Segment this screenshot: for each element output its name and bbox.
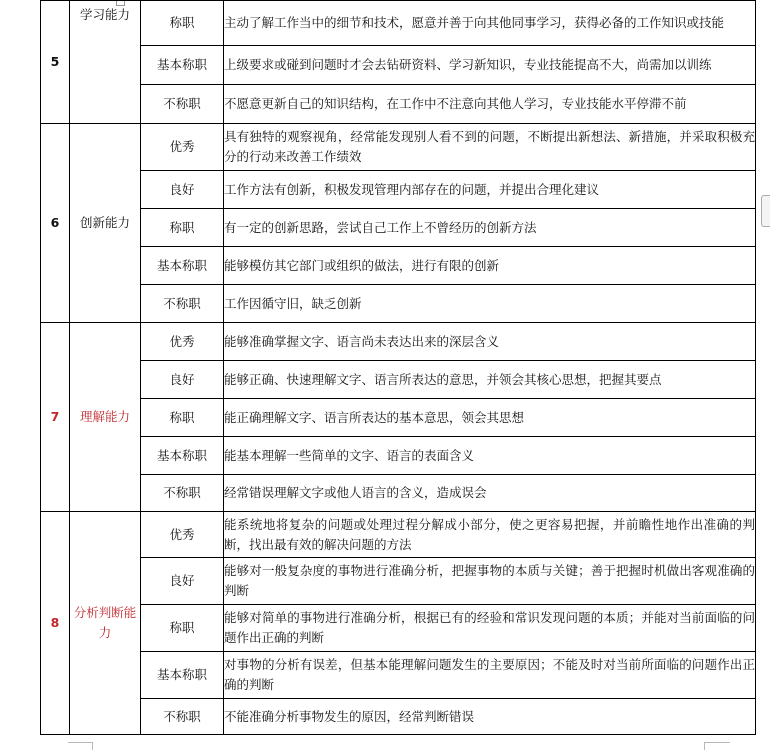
level-description: 主动了解工作当中的细节和技术，愿意并善于向其他同事学习，获得必备的工作知识或技能 xyxy=(224,1,756,46)
level-label: 良好 xyxy=(141,558,224,605)
table-row xyxy=(41,85,756,124)
crop-mark-right-v xyxy=(704,742,705,750)
section-number: 8 xyxy=(41,512,70,735)
side-panel-handle[interactable] xyxy=(761,195,770,227)
table-row xyxy=(41,475,756,512)
level-label: 不称职 xyxy=(141,475,224,512)
table-row xyxy=(41,247,756,285)
section-number: 7 xyxy=(41,323,70,512)
level-label: 不称职 xyxy=(141,85,224,124)
table-row xyxy=(41,323,756,361)
level-label: 称职 xyxy=(141,209,224,247)
table-row xyxy=(41,558,756,605)
table-row xyxy=(41,605,756,652)
level-description: 对事物的分析有误差，但基本能理解问题发生的主要原因；不能及时对当前所面临的问题作出正确的判断 xyxy=(224,652,756,699)
level-description: 能基本理解一些简单的文字、语言的表面含义 xyxy=(224,437,756,475)
level-description: 能够准确掌握文字、语言尚未表达出来的深层含义 xyxy=(224,323,756,361)
level-description: 上级要求或碰到问题时才会去钻研资料、学习新知识，专业技能提高不大，尚需加以训练 xyxy=(224,46,756,85)
level-label: 称职 xyxy=(141,399,224,437)
level-description: 能够对一般复杂度的事物进行准确分析，把握事物的本质与关键；善于把握时机做出客观准确的判断 xyxy=(224,558,756,605)
level-description: 能够模仿其它部门或组织的做法，进行有限的创新 xyxy=(224,247,756,285)
crop-mark-left-h xyxy=(68,742,92,743)
level-label: 优秀 xyxy=(141,323,224,361)
table-row xyxy=(41,46,756,85)
table-row xyxy=(41,399,756,437)
level-description: 具有独特的观察视角，经常能发现别人看不到的问题，不断提出新想法、新措施，并采取积极充分的行动来改善工作绩效 xyxy=(224,124,756,171)
ability-name: 理解能力 xyxy=(70,323,141,512)
level-label: 基本称职 xyxy=(141,652,224,699)
crop-mark-left-v xyxy=(92,742,93,750)
level-label: 良好 xyxy=(141,171,224,209)
level-label: 不称职 xyxy=(141,699,224,735)
level-description: 工作因循守旧，缺乏创新 xyxy=(224,285,756,323)
table-row xyxy=(41,361,756,399)
level-description: 能够对简单的事物进行准确分析，根据已有的经验和常识发现问题的本质；并能对当前面临的问题作出正确的判断 xyxy=(224,605,756,652)
table-row xyxy=(41,699,756,735)
level-description: 能正确理解文字、语言所表达的基本意思，领会其思想 xyxy=(224,399,756,437)
level-description: 工作方法有创新，积极发现管理内部存在的问题，并提出合理化建议 xyxy=(224,171,756,209)
section-number: 6 xyxy=(41,124,70,323)
level-description: 能系统地将复杂的问题或处理过程分解成小部分，使之更容易把握，并前瞻性地作出准确的判断，找出最有效的解决问题的方法 xyxy=(224,512,756,558)
table-row xyxy=(41,652,756,699)
level-label: 优秀 xyxy=(141,124,224,171)
crop-mark-right-h xyxy=(704,742,730,743)
ability-name: 创新能力 xyxy=(70,124,141,323)
ability-name: 学习能力 xyxy=(70,1,141,124)
table-row xyxy=(41,437,756,475)
section-number: 5 xyxy=(41,1,70,124)
level-label: 称职 xyxy=(141,605,224,652)
level-description: 能够正确、快速理解文字、语言所表达的意思，并领会其核心思想，把握其要点 xyxy=(224,361,756,399)
level-description: 经常错误理解文字或他人语言的含义，造成误会 xyxy=(224,475,756,512)
level-label: 基本称职 xyxy=(141,247,224,285)
level-description: 不能准确分析事物发生的原因，经常判断错误 xyxy=(224,699,756,735)
level-label: 称职 xyxy=(141,1,224,46)
level-description: 有一定的创新思路，尝试自己工作上不曾经历的创新方法 xyxy=(224,209,756,247)
level-description: 不愿意更新自己的知识结构，在工作中不注意向其他人学习，专业技能水平停滞不前 xyxy=(224,85,756,124)
table-row xyxy=(41,124,756,171)
table-row xyxy=(41,171,756,209)
level-label: 良好 xyxy=(141,361,224,399)
table-row xyxy=(41,1,756,46)
ability-name: 分析判断能力 xyxy=(70,512,141,735)
table-row xyxy=(41,285,756,323)
level-label: 不称职 xyxy=(141,285,224,323)
table-row xyxy=(41,209,756,247)
evaluation-table xyxy=(40,0,756,735)
level-label: 基本称职 xyxy=(141,46,224,85)
level-label: 优秀 xyxy=(141,512,224,558)
table-row xyxy=(41,512,756,558)
level-label: 基本称职 xyxy=(141,437,224,475)
